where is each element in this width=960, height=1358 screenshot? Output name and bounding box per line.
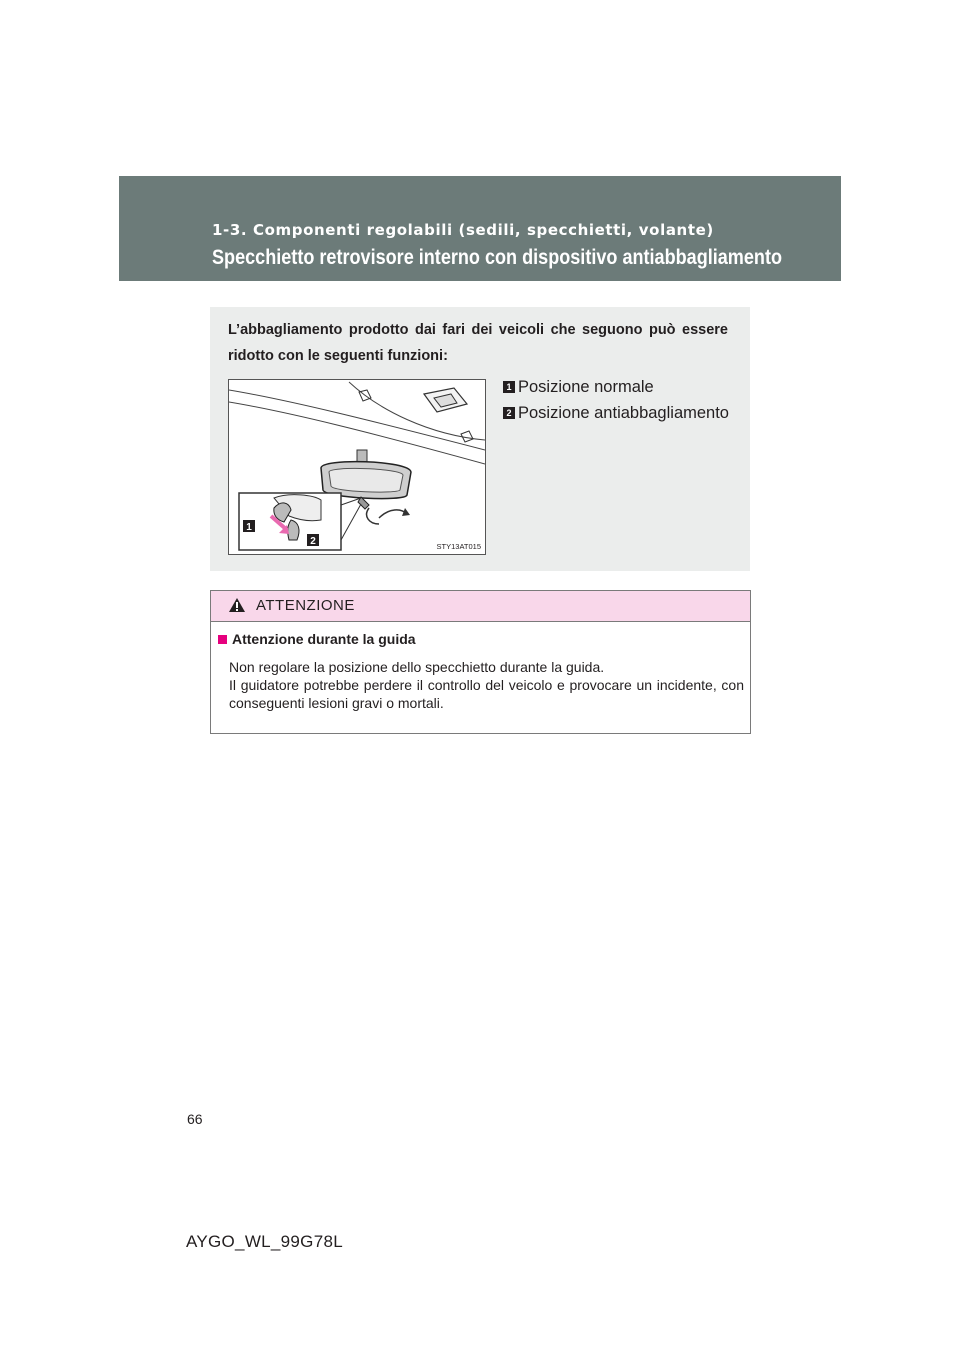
callout-1: 1 bbox=[246, 522, 252, 533]
warning-subtitle-text: Attenzione durante la guida bbox=[232, 631, 416, 647]
warning-line: Non regolare la posizione dello specchietto durante la guida. bbox=[229, 659, 605, 675]
mirror-illustration bbox=[228, 379, 486, 555]
document-code: AYGO_WL_99G78L bbox=[186, 1232, 343, 1251]
legend-item bbox=[503, 401, 743, 425]
page-title: Specchietto retrovisore interno con dispositivo antiabbagliamento bbox=[212, 246, 783, 269]
square-bullet-icon bbox=[218, 635, 227, 644]
page-number: 66 bbox=[187, 1111, 203, 1127]
info-box bbox=[210, 307, 750, 571]
intro-text: L’abbagliamento prodotto dai fari dei veicoli che seguono può essere ridotto con le seguenti funzioni: bbox=[228, 322, 728, 364]
mirror-diagram bbox=[229, 380, 485, 554]
legend-number: 1 bbox=[503, 381, 515, 393]
legend-label: Posizione normale bbox=[518, 378, 654, 396]
warning-title: ATTENZIONE bbox=[256, 597, 355, 614]
legend-item bbox=[503, 375, 743, 399]
section-title: 1-3. Componenti regolabili (sedili, specchietti, volante) bbox=[212, 221, 714, 239]
warning-box bbox=[210, 590, 751, 734]
figure-code: STY13AT015 bbox=[436, 542, 481, 551]
warning-body bbox=[229, 658, 744, 712]
warning-header bbox=[211, 591, 750, 622]
callout-2: 2 bbox=[310, 536, 316, 547]
warning-icon bbox=[228, 597, 246, 613]
warning-subtitle bbox=[218, 631, 416, 647]
legend-label: Posizione antiabbagliamento bbox=[518, 404, 729, 422]
legend-number: 2 bbox=[503, 407, 515, 419]
legend bbox=[503, 375, 743, 427]
page-header bbox=[119, 176, 841, 281]
warning-line: Il guidatore potrebbe perdere il controllo del veicolo e provocare un incidente, con conseguenti lesioni gravi o mortali. bbox=[229, 677, 744, 711]
